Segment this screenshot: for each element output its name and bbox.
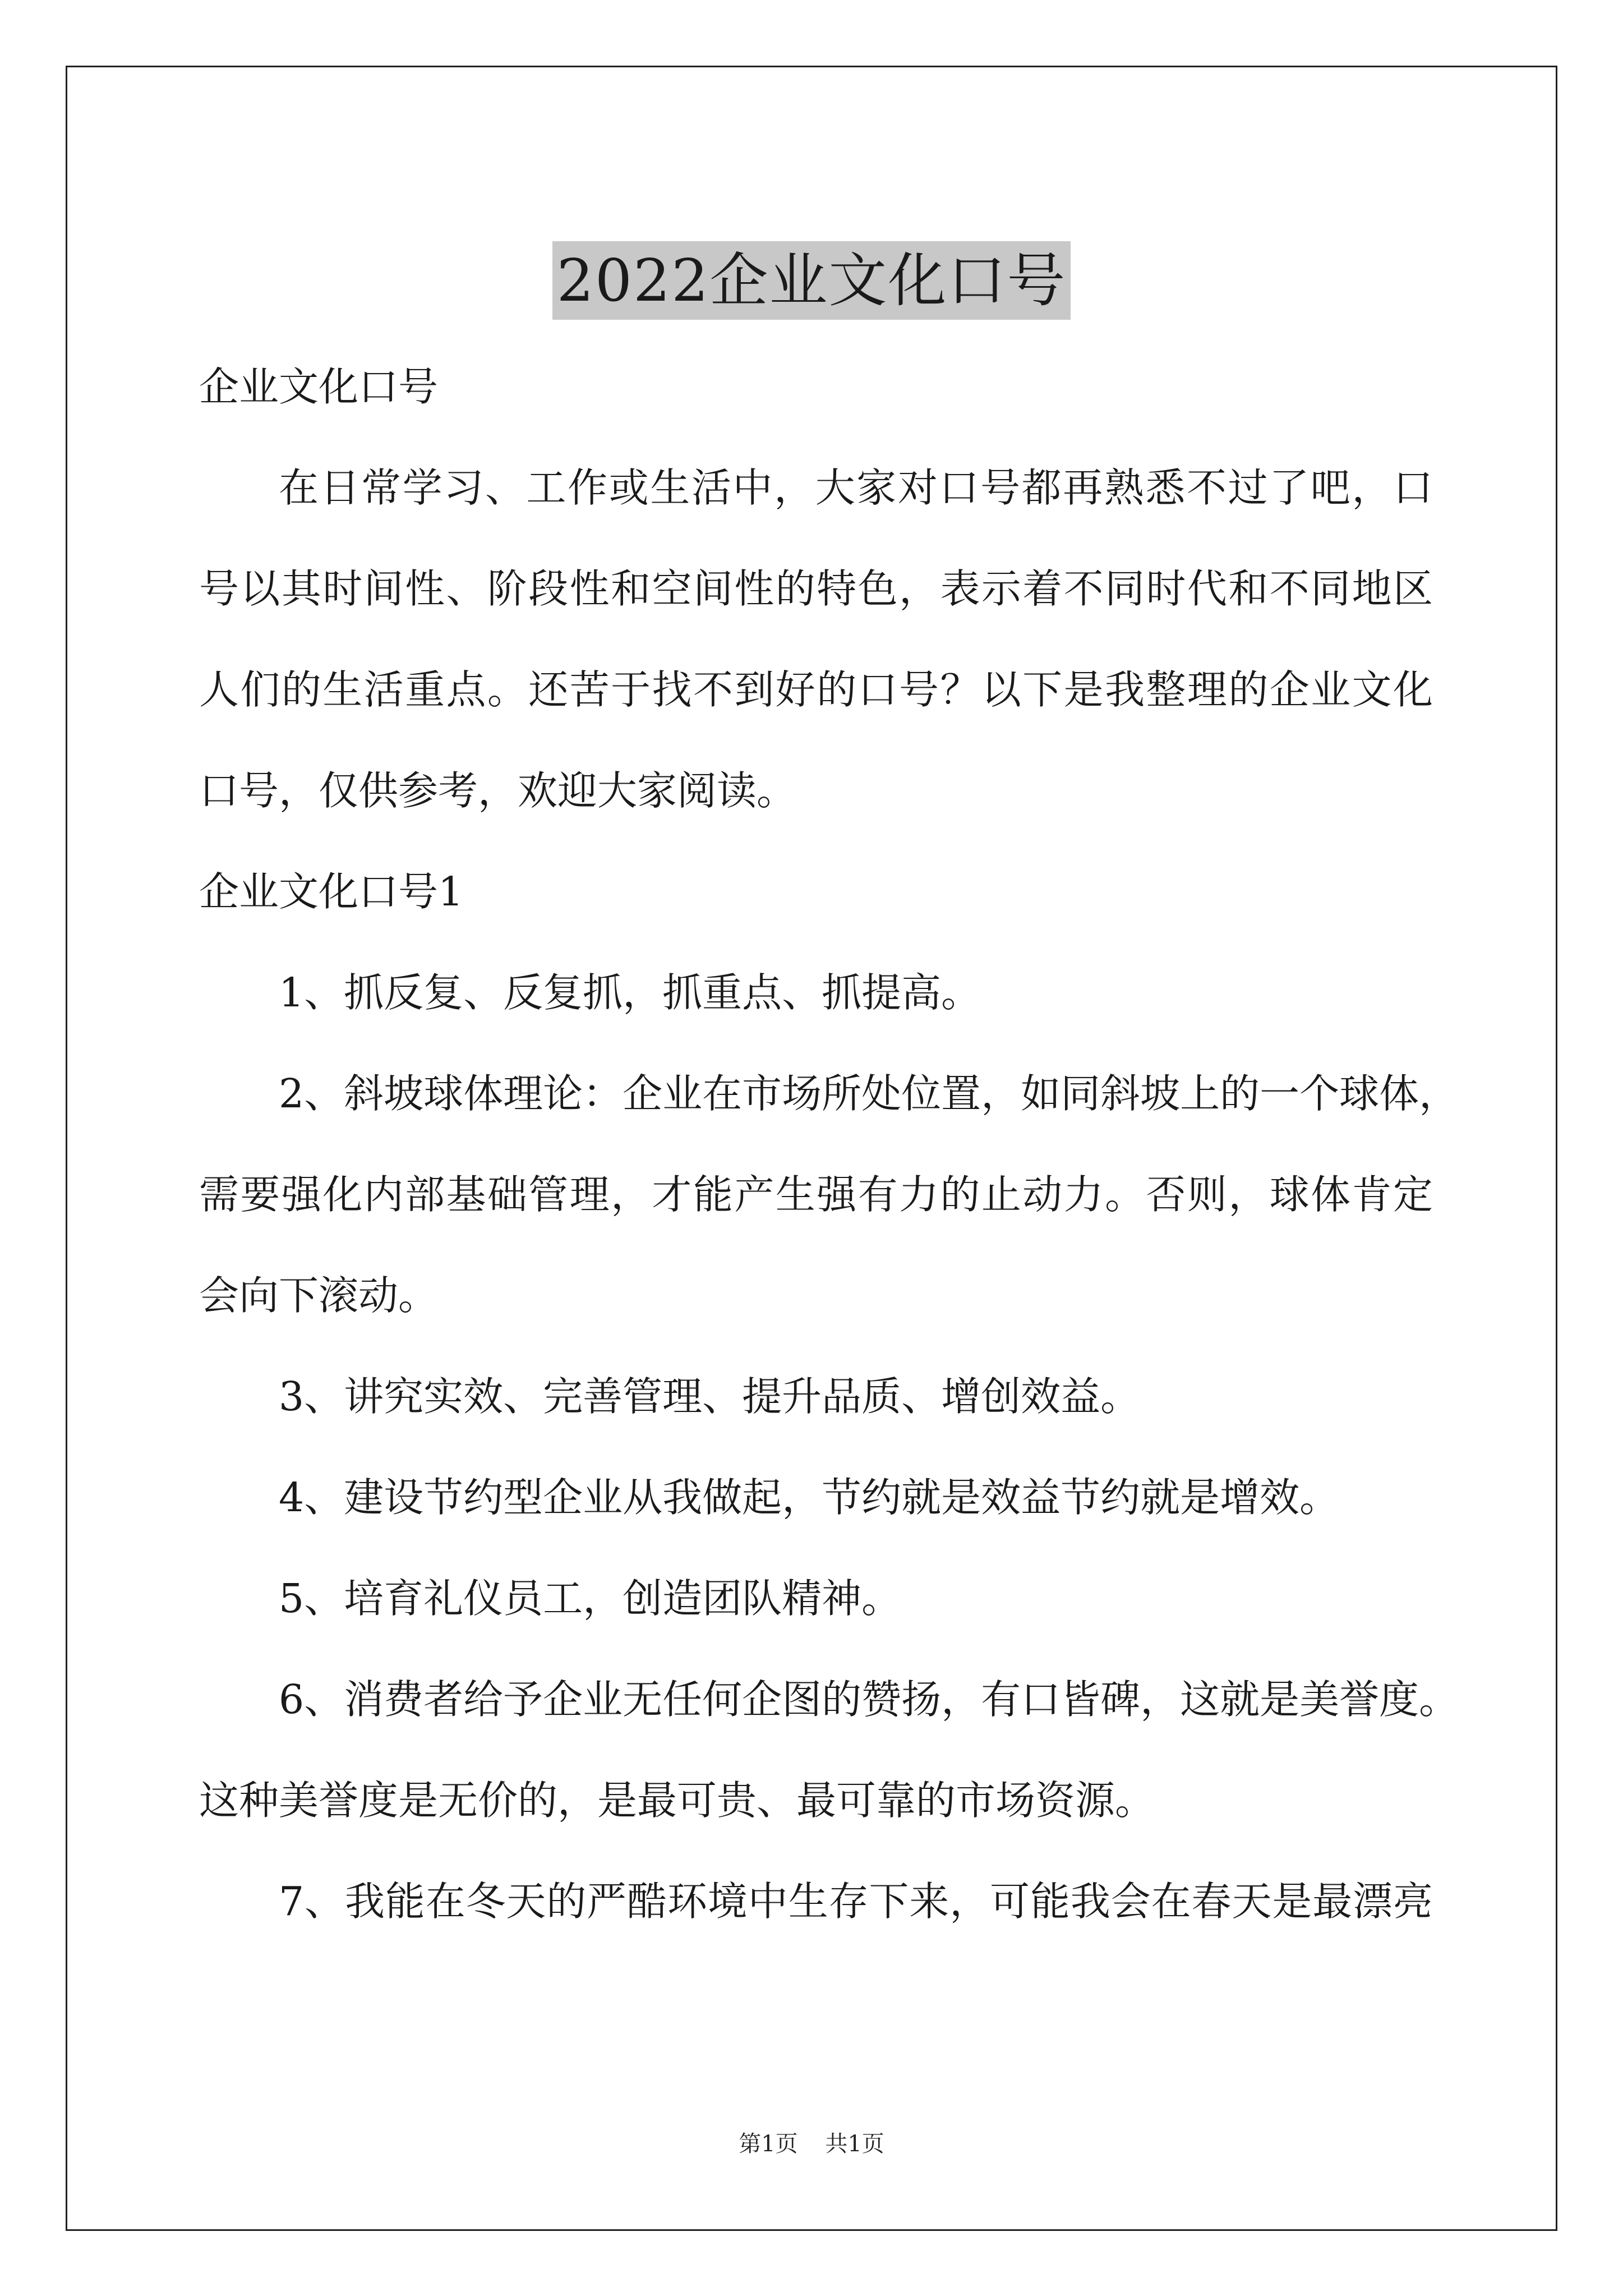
intro-line: 在日常学习、工作或生活中，大家对口号都再熟悉不过了吧，口 [279, 464, 1433, 511]
subtitle: 企业文化口号 [199, 364, 439, 410]
page-footer [0, 2126, 1623, 2158]
list-item: 5、培育礼仪员工，创造团队精神。 [279, 1575, 902, 1622]
intro-line: 号以其时间性、阶段性和空间性的特色，表示着不同时代和不同地区 [199, 565, 1433, 612]
list-item: 这种美誉度是无价的，是最可贵、最可靠的市场资源。 [199, 1777, 1155, 1824]
list-item: 1、抓反复、反复抓，抓重点、抓提高。 [279, 969, 981, 1016]
document-body [199, 337, 1459, 1952]
title-container [0, 202, 1623, 358]
section-heading: 企业文化口号1 [199, 868, 464, 915]
page-number: 第1页 [739, 2131, 798, 2157]
page-total: 共1页 [825, 2131, 884, 2157]
list-item: 需要强化内部基础管理，才能产生强有力的止动力。否则，球体肯定 [199, 1171, 1433, 1218]
intro-line: 人们的生活重点。还苦于找不到好的口号？以下是我整理的企业文化 [199, 666, 1433, 713]
list-item: 会向下滚动。 [199, 1272, 439, 1319]
list-item: 6、消费者给予企业无任何企图的赞扬，有口皆碑，这就是美誉度。 [279, 1676, 1459, 1723]
list-item: 2、斜坡球体理论：企业在市场所处位置，如同斜坡上的一个球体， [279, 1070, 1459, 1117]
intro-line: 口号，仅供参考，欢迎大家阅读。 [199, 767, 797, 814]
list-item: 7、我能在冬天的严酷环境中生存下来，可能我会在春天是最漂亮 [279, 1878, 1433, 1925]
document-title: 2022企业文化口号 [552, 241, 1071, 320]
list-item: 3、讲究实效、完善管理、提升品质、增创效益。 [279, 1373, 1141, 1420]
list-item: 4、建设节约型企业从我做起，节约就是效益节约就是增效。 [279, 1474, 1340, 1521]
